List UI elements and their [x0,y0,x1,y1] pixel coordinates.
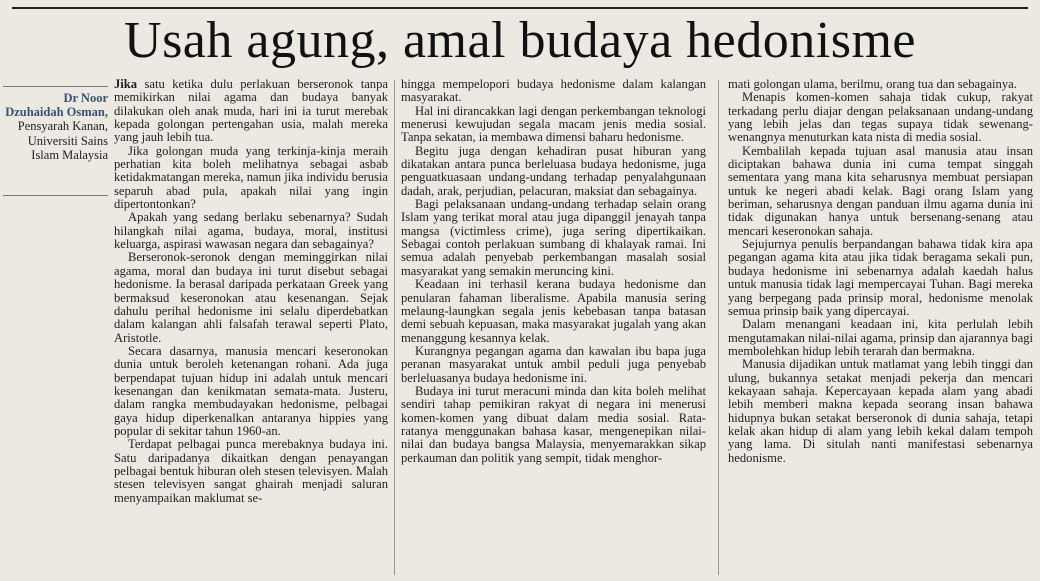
article-column-1 [114,78,388,578]
headline: Usah agung, amal budaya hedonisme [124,12,916,69]
paragraph: Manusia dijadikan untuk matlamat yang lebih tinggi dan ulung, bukannya setakat menjadi pekerja dan mencari kekayaan sahaja. Kepercayaan kepada alam yang abadi lebih memberi makna kepada seorang insan bahawa hidupnya bukan setakat berseronok di dunia sahaja, tetapi kelak akan hidup di alam yang lebih kekal dalam tempoh yang lama. Di situlah nanti manifestasi sebenarnya hedonisme. [728,357,1033,465]
paragraph: Dalam menangani keadaan ini, kita perlulah lebih mengutamakan nilai-nilai agama, prinsip dan ajarannya bagi membolehkan hidup lebih terarah dan bermakna. [728,317,1033,358]
article-column-2 [401,78,706,578]
paragraph: Jika golongan muda yang terkinja-kinja meraih perhatian kita boleh melihatnya sebagai asbab ketidakmatangan mereka, namun jika individu berusia separuh abad pula, apakah nilai yang ingin dipertontonkan? [114,143,388,212]
author-name: Dr Noor Dzuhaidah Osman, [5,91,108,120]
paragraph: Apakah yang sedang berlaku sebenarnya? Sudah hilangkah nilai agama, budaya, moral, institusi keluarga, aspirasi wawasan negara dan sebagainya? [114,210,388,252]
paragraph: Terdapat pelbagai punca merebaknya budaya ini. Satu daripadanya dikaitkan dengan penayangan pelbagai bentuk hiburan oleh stesen televisyen. Malah stesen televisyen sangat ghairah menjadi saluran menyampaikan maklumat se- [114,437,388,505]
paragraph: Secara dasarnya, manusia mencari keseronokan dunia untuk beroleh ketenangan rohani. Ada juga berpendapat tujuan hidup ini adalah untuk mencari kesenangan dan kenikmatan semata-mata. Justeru, dalam rangka membudayakan hedonisme, pelbagai gaya hidup diperkenalkan antaranya hippies yang popular di sekitar tahun 1960-an. [114,343,388,438]
lead-text: satu ketika dulu perlakuan berseronok tanpa memikirkan nilai agama dan budaya banyak dilakukan oleh anak muda, hari ini ia turut merebak kepada golongan pertengahan usia, malah mereka yang jauh lebih tua. [114,78,388,145]
paragraph: hingga mempelopori budaya hedonisme dalam kalangan masyarakat. [401,78,706,105]
paragraph: Menapis komen-komen sahaja tidak cukup, rakyat terkadang perlu diajar dengan pelaksanaan undang-undang yang lebih jelas dan tegas supaya tidak sewenang-wenangnya menuturkan kata nista di media sosial. [728,90,1033,145]
column-divider [394,80,395,575]
paragraph: Berseronok-seronok dengan meminggirkan nilai agama, moral dan budaya ini turut disebut sebagai hedonisme. Ia berasal daripada perkataan Greek yang bermaksud keseronokan atau kesenangan. Sejak dahulu perihal hedonisme ini selalu diperdebatkan dalam kalangan ahli falsafah terawal seperti Plato, Aristotle. [114,250,388,345]
paragraph: Hal ini dirancakkan lagi dengan perkembangan teknologi menerusi kewujudan segala macam jenis media sosial. Tanpa sekatan, ia membawa dimensi baharu hedonisme. [401,103,706,145]
paragraph: Kembalilah kepada tujuan asal manusia atau insan diciptakan bahawa dunia ini cuma tempat singgah sementara yang mana kita seharusnya membuat persiapan untuk ke negeri abadi kelak. Bagi orang Islam yang beriman, seharusnya dengan panduan ilmu agama dunia ini tidak digunakan hanya untuk bersenang-senang atau mencari keseronokan sahaja. [728,143,1033,238]
article-column-3 [728,78,1033,578]
column-divider [718,80,719,575]
author-byline [3,86,108,196]
paragraph: Begitu juga dengan kehadiran pusat hiburan yang dikatakan antara punca berleluasa budaya hedonisme, juga penguatkuasaan undang-undang terhadap penyalahgunaan dadah, arak, perjudian, pelacuran, maksiat dan sebagainya. [401,143,706,198]
paragraph: mati golongan ulama, berilmu, orang tua dan sebagainya. [728,78,1017,91]
author-role: Pensyarah Kanan, Universiti Sains Islam Malaysia [17,119,108,162]
paragraph: Keadaan ini terhasil kerana budaya hedonisme dan penularan fahaman liberalisme. Apabila manusia sering melaung-laungkan segala jenis kebebasan tanpa batasan demi sebuah kepuasan, maka masyarakat jugalah yang akan menanggung kesannya kelak. [401,277,706,345]
paragraph: Sejujurnya penulis berpandangan bahawa tidak kira apa pegangan agama kita atau jika tidak beragama sekali pun, budaya hedonisme ini sebenarnya adalah kaedah halus untuk manusia tidak lagi mempercayai Tuhan. Bagi mereka yang berpegang pada prinsip moral, hedonisme menolak semua prinsip baik yang dipercayai. [728,237,1033,318]
lead-word: Jika [114,78,138,91]
top-rule [12,7,1028,9]
paragraph: Budaya ini turut meracuni minda dan kita boleh melihat sendiri tahap pemikiran rakyat di negara ini menerusi komen-komen yang dibuat dalam media sosial. Rata-ratanya menggunakan bahasa kasar, mengenepikan nilai-nilai dan budaya bangsa Malaysia, menyemarakkan sikap perkauman dan politik yang sempit, tidak menghor- [401,383,706,465]
paragraph: Bagi pelaksanaan undang-undang terhadap selain orang Islam yang terikat moral atau juga dipanggil jenayah tanpa mangsa (victimless crime), juga sering dipertikaikan. Sebagai contoh perlakuan sumbang di khalayak ramai. Ini semua adalah penyebab perkembangan masalah sosial masyarakat yang semakin meruncing kini. [401,197,706,278]
paragraph [114,78,388,145]
paragraph: Kurangnya pegangan agama dan kawalan ibu bapa juga peranan masyarakat untuk ambil peduli juga penyebab berleluasanya budaya hedonisme ini. [401,343,706,385]
